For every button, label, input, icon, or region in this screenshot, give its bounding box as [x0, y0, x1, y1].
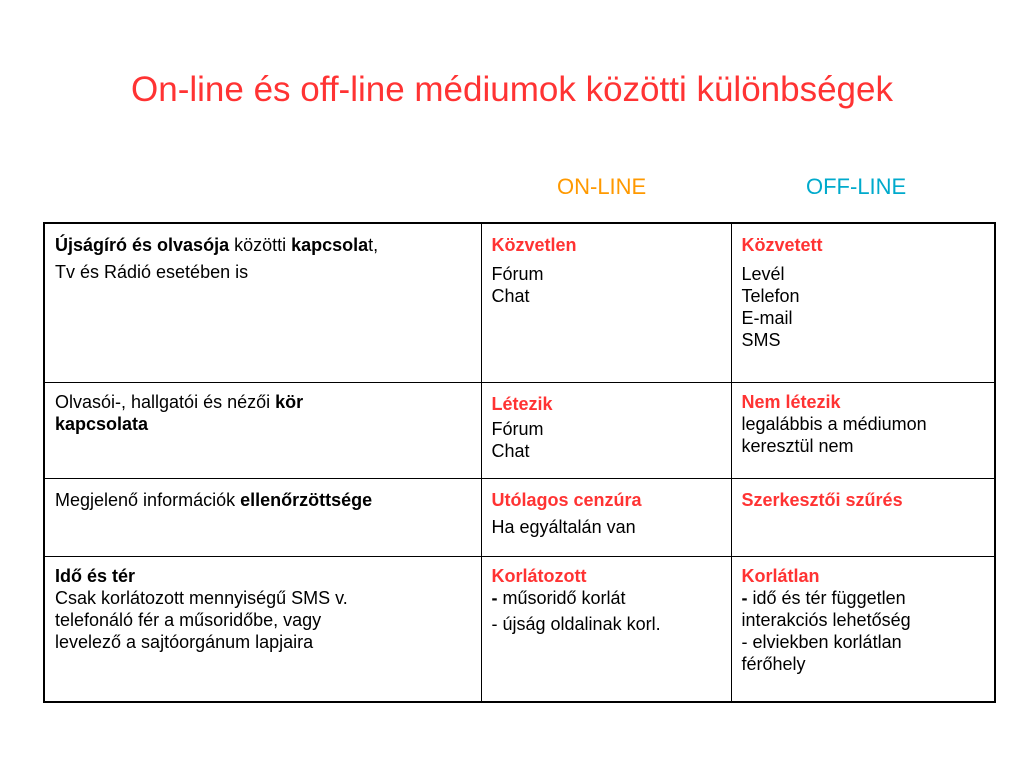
offline-cell: [731, 223, 995, 383]
row-label-text: Megjelenő információk: [55, 490, 241, 510]
column-header-offline: OFF-LINE: [806, 174, 907, 199]
offline-line: interakciós lehetőség: [741, 610, 911, 630]
row-label: [55, 391, 471, 413]
offline-heading: Közvetett: [741, 235, 823, 255]
row-label: [55, 487, 471, 514]
online-line: Ha egyáltalán van: [491, 517, 636, 537]
offline-cell: [731, 383, 995, 479]
bullet-dash: -: [491, 588, 503, 608]
online-heading: Korlátozott: [491, 566, 587, 586]
bullet-text: műsoridő korlát: [502, 588, 626, 608]
online-line: Chat: [491, 286, 530, 306]
table-row: [44, 479, 995, 557]
online-bullet: [492, 587, 721, 609]
online-cell: [481, 383, 731, 479]
offline-line: Levél: [741, 264, 785, 284]
slide-title: On-line és off-line médiumok közötti különbségek: [131, 70, 893, 109]
online-cell: [481, 557, 731, 703]
online-heading: Utólagos cenzúra: [491, 490, 642, 510]
offline-line: keresztül nem: [741, 436, 854, 456]
bullet-dash: -: [741, 588, 753, 608]
column-header-online: ON-LINE: [557, 174, 647, 199]
online-heading: Létezik: [491, 394, 553, 414]
row-label-cell: [44, 479, 481, 557]
row-label-line: Csak korlátozott mennyiségű SMS v.: [55, 588, 348, 608]
offline-cell: [731, 479, 995, 557]
row-label: [55, 232, 471, 259]
table-row: [44, 223, 995, 383]
offline-line: legalábbis a médiumon: [741, 414, 927, 434]
row-label-line: Tv és Rádió esetében is: [55, 262, 249, 282]
online-line: Fórum: [491, 419, 544, 439]
online-bullet: - újság oldalinak korl.: [491, 614, 661, 634]
row-label-bold: kapcsola: [291, 235, 369, 255]
comparison-table: [43, 222, 996, 703]
table-row: [44, 557, 995, 703]
row-label-bold: kör: [275, 392, 304, 412]
row-label-text: közötti: [229, 235, 292, 255]
bullet-text: idő és tér független: [752, 588, 906, 608]
row-label-cell: [44, 223, 481, 383]
row-label-cell: [44, 383, 481, 479]
offline-bullet: [742, 587, 985, 609]
offline-line: Telefon: [741, 286, 800, 306]
row-label-line: telefonáló fér a műsoridőbe, vagy: [55, 610, 322, 630]
online-cell: [481, 479, 731, 557]
offline-cell: [731, 557, 995, 703]
online-heading: Közvetlen: [491, 235, 577, 255]
online-line: Chat: [491, 441, 530, 461]
row-label-text: t,: [368, 235, 379, 255]
offline-line: - elviekben korlátlan: [741, 632, 902, 652]
row-label-line: levelező a sajtóorgánum lapjaira: [55, 632, 314, 652]
offline-heading: Nem létezik: [741, 392, 841, 412]
table-row: [44, 383, 995, 479]
offline-heading: Korlátlan: [741, 566, 820, 586]
online-line: Fórum: [491, 264, 544, 284]
row-label-bold: Idő és tér: [55, 566, 136, 586]
offline-line: E-mail: [741, 308, 793, 328]
row-label-bold: Újságíró és olvasója: [55, 235, 230, 255]
row-label-text: Olvasói-, hallgatói és nézői: [55, 392, 276, 412]
offline-heading: Szerkesztői szűrés: [741, 490, 903, 510]
row-label-cell: [44, 557, 481, 703]
offline-line: férőhely: [741, 654, 806, 674]
online-cell: [481, 223, 731, 383]
row-label-bold: ellenőrzöttsége: [240, 490, 373, 510]
offline-line: SMS: [741, 330, 781, 350]
row-label-bold: kapcsolata: [55, 414, 149, 434]
